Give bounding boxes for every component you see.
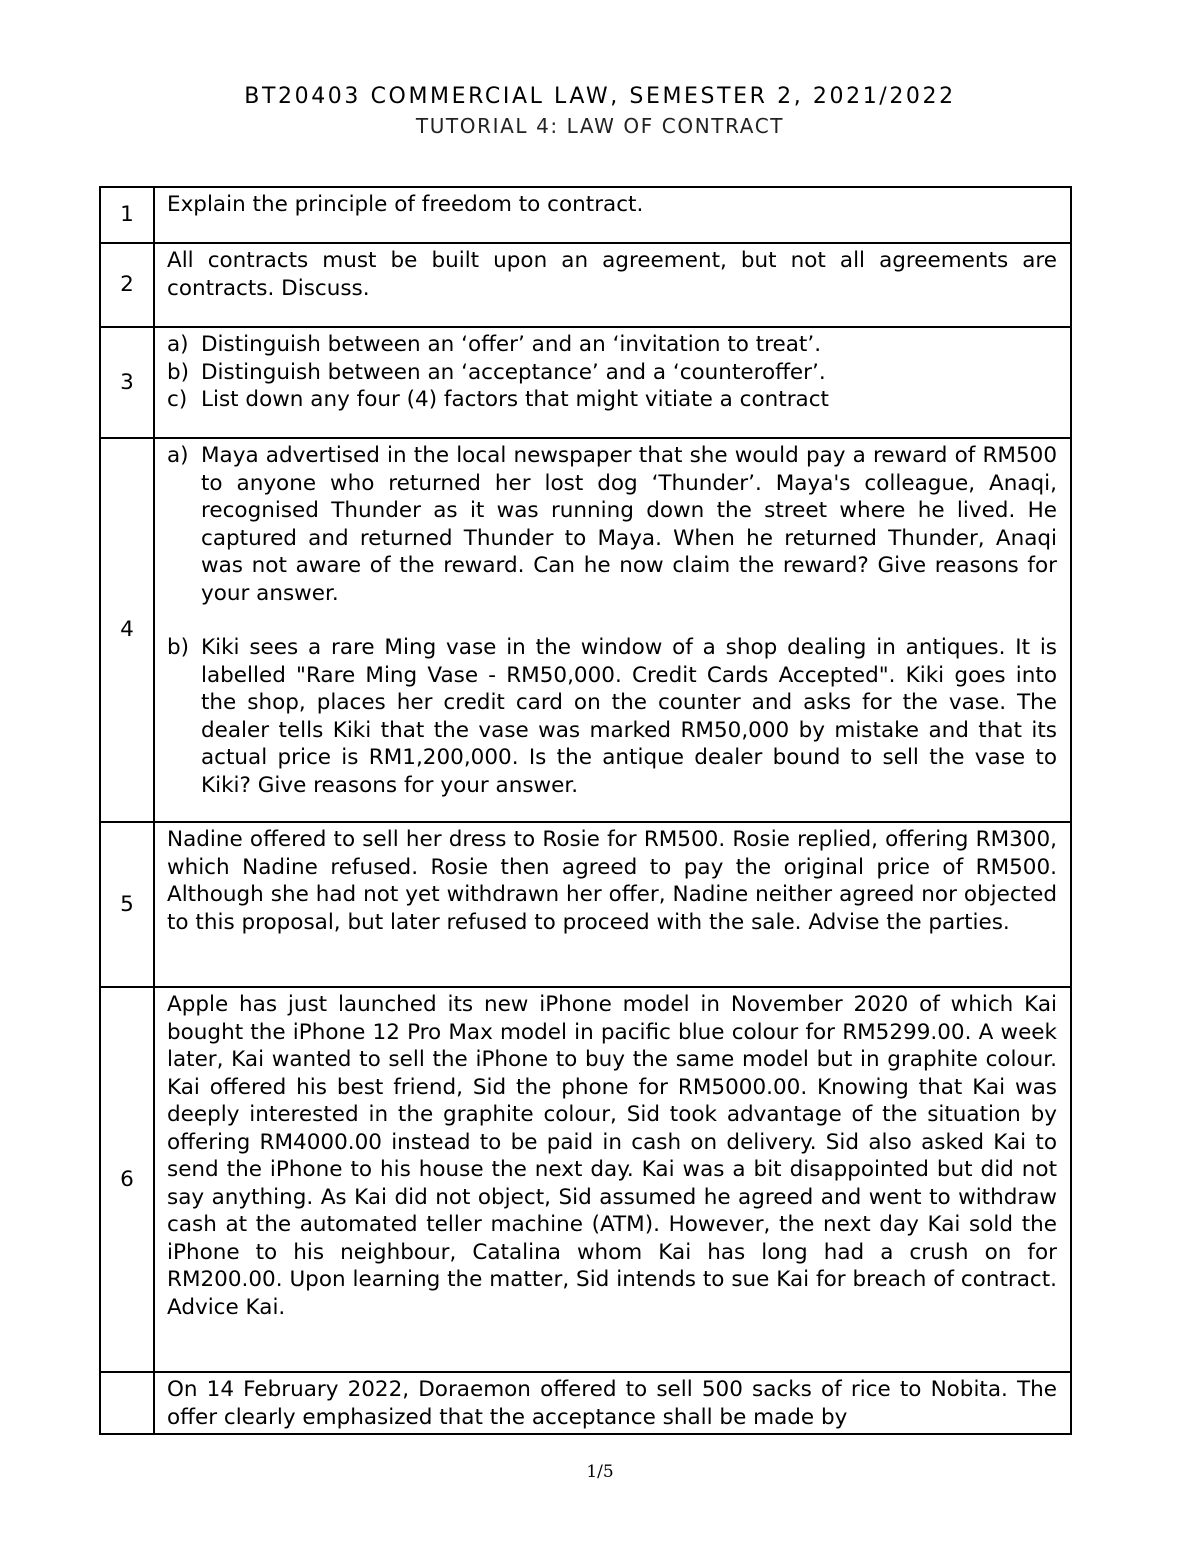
sub-question-c	[167, 386, 1057, 414]
question-number: 3	[100, 327, 154, 438]
tutorial-title: TUTORIAL 4: LAW OF CONTRACT	[415, 114, 785, 138]
sub-question-a	[167, 331, 1057, 359]
sub-question-b	[167, 359, 1057, 387]
question-number: 6	[100, 987, 154, 1372]
question-row-4	[100, 438, 1071, 822]
sub-question-text: Distinguish between an ‘acceptance’ and a ‘counteroffer’.	[201, 359, 826, 385]
sub-question-label: c)	[167, 387, 188, 412]
question-table	[99, 186, 1072, 1435]
sub-question-label: a)	[167, 443, 189, 468]
sub-question-label: b)	[167, 635, 190, 660]
question-row-3	[100, 327, 1071, 438]
question-row-6	[100, 987, 1071, 1372]
question-parts	[154, 438, 1071, 822]
sub-question-a	[167, 442, 1057, 607]
sub-question-text: List down any four (4) factors that might vitiate a contract	[201, 387, 829, 412]
question-parts	[154, 327, 1071, 438]
course-title: BT20403 COMMERCIAL LAW, SEMESTER 2, 2021/2022	[244, 84, 956, 109]
question-text: Explain the principle of freedom to contract.	[154, 187, 1071, 243]
sub-question-text: Distinguish between an ‘offer’ and an ‘invitation to treat’.	[201, 332, 822, 357]
question-text: Apple has just launched its new iPhone model in November 2020 of which Kai bought the iPhone 12 Pro Max model in pacific blue colour for RM5299.00. A week later, Kai wanted to sell the iPhone to buy the same model but in graphite colour. Kai offered his best friend, Sid the phone for RM5000.00. Knowing that Kai was deeply interested in the graphite colour, Sid took advantage of the situation by offering RM4000.00 instead to be paid in cash on delivery. Sid also asked Kai to send the iPhone to his house the next day. Kai was a bit disappointed but did not say anything. As Kai did not object, Sid assumed he agreed and went to withdraw cash at the automated teller machine (ATM). However, the next day Kai sold the iPhone to his neighbour, Catalina whom Kai has long had a crush on for RM200.00. Upon learning the matter, Sid intends to sue Kai for breach of contract. Advice Kai.	[154, 987, 1071, 1372]
question-row-7	[100, 1372, 1071, 1434]
question-row-2	[100, 243, 1071, 327]
spacer	[167, 607, 1057, 634]
question-number: 2	[100, 243, 154, 327]
question-text: On 14 February 2022, Doraemon offered to sell 500 sacks of rice to Nobita. The offer clearly emphasized that the acceptance shall be made by	[154, 1372, 1071, 1434]
question-text: All contracts must be built upon an agreement, but not all agreements are contracts. Discuss.	[154, 243, 1071, 327]
sub-question-text: Kiki sees a rare Ming vase in the window of a shop dealing in antiques. It is labelled "Rare Ming Vase - RM50,000. Credit Cards Accepted". Kiki goes into the shop, places her credit card on the counter and asks for the vase. The dealer tells Kiki that the vase was marked RM50,000 by mistake and that its actual price is RM1,200,000. Is the antique dealer bound to sell the vase to Kiki? Give reasons for your answer.	[201, 635, 1057, 798]
question-row-5	[100, 822, 1071, 987]
sub-question-text: Maya advertised in the local newspaper that she would pay a reward of RM500 to anyone who returned her lost dog ‘Thunder’. Maya's colleague, Anaqi, recognised Thunder as it was running down the street where he lived. He captured and returned Thunder to Maya. When he returned Thunder, Anaqi was not aware of the reward. Can he now claim the reward? Give reasons for your answer.	[201, 443, 1057, 606]
question-number: 5	[100, 822, 154, 987]
question-number: 4	[100, 438, 154, 822]
sub-question-label: b)	[167, 359, 190, 385]
question-number	[100, 1372, 154, 1434]
question-text: Nadine offered to sell her dress to Rosie for RM500. Rosie replied, offering RM300, which Nadine refused. Rosie then agreed to pay the original price of RM500. Although she had not yet withdrawn her offer, Nadine neither agreed nor objected to this proposal, but later refused to proceed with the sale. Advise the parties.	[154, 822, 1071, 987]
page-number: 1/5	[586, 1462, 614, 1482]
sub-question-label: a)	[167, 332, 189, 357]
question-number: 1	[100, 187, 154, 243]
question-row-1	[100, 187, 1071, 243]
sub-question-b	[167, 634, 1057, 799]
